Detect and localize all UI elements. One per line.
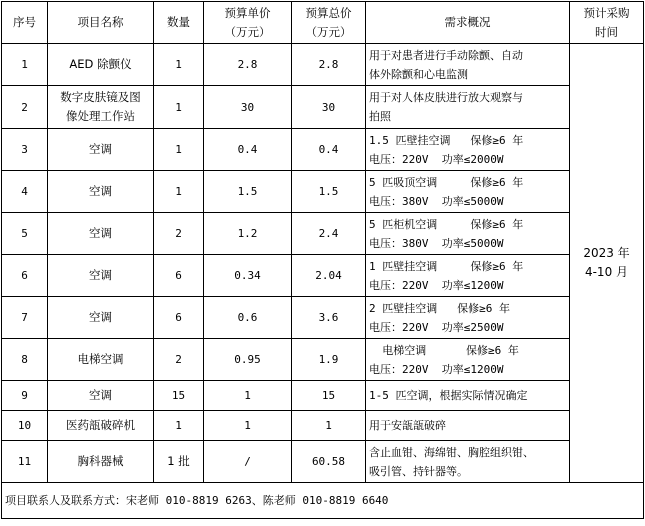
table-row (2, 129, 644, 171)
requirement-line2: 电压：220V 功率≤2000W (369, 152, 504, 166)
header-qty: 数量 (154, 2, 204, 44)
table-row (2, 44, 644, 86)
header-unit-price (204, 2, 292, 44)
cell-seq: 2 (2, 86, 48, 129)
cell-qty: 2 (154, 339, 204, 381)
cell-total-price: 1.9 (292, 339, 366, 381)
procurement-table-wrapper (1, 1, 644, 519)
cell-requirement (366, 255, 570, 297)
cell-name: 空调 (48, 129, 154, 171)
cell-seq: 9 (2, 381, 48, 411)
requirement-line2: 体外除颤和心电监测 (369, 67, 468, 81)
cell-purchase-time (570, 44, 644, 483)
cell-requirement (366, 339, 570, 381)
cell-seq: 4 (2, 171, 48, 213)
cell-name-line1: 数字皮肤镜及图 (60, 90, 141, 104)
header-total-price (292, 2, 366, 44)
cell-name: 空调 (48, 171, 154, 213)
table-row (2, 255, 644, 297)
cell-unit-price: 1.2 (204, 213, 292, 255)
header-unit-price-line2: （万元） (224, 24, 271, 39)
cell-unit-price: 2.8 (204, 44, 292, 86)
table-row (2, 171, 644, 213)
table-row (2, 339, 644, 381)
table-row (2, 381, 644, 411)
purchase-time-line2: 4-10 月 (584, 265, 629, 279)
cell-name: 空调 (48, 213, 154, 255)
header-time-line1: 预计采购 (583, 5, 630, 20)
cell-requirement (366, 171, 570, 213)
cell-unit-price: 0.95 (204, 339, 292, 381)
cell-name: 胸科器械 (48, 441, 154, 483)
cell-qty: 6 (154, 255, 204, 297)
contact-info: 项目联系人及联系方式：宋老师 010-8819 6263、陈老师 010-8819 6640 (2, 483, 644, 519)
cell-unit-price: 1.5 (204, 171, 292, 213)
requirement-line1: 5 匹吸顶空调 保修≥6 年 (369, 175, 524, 189)
table-row (2, 441, 644, 483)
requirement-line1: 2 匹壁挂空调 保修≥6 年 (369, 301, 510, 315)
cell-qty: 6 (154, 297, 204, 339)
requirement-line2: 电压：380V 功率≤5000W (369, 236, 504, 250)
cell-name: 空调 (48, 381, 154, 411)
cell-requirement (366, 213, 570, 255)
header-total-price-line1: 预算总价 (305, 5, 352, 20)
cell-seq: 10 (2, 411, 48, 441)
cell-qty: 1 (154, 44, 204, 86)
requirement-line2: 吸引管、持针器等。 (369, 464, 468, 478)
requirement-line2: 电压：220V 功率≤2500W (369, 320, 504, 334)
cell-requirement (366, 86, 570, 129)
cell-name: 医药瓿破碎机 (48, 411, 154, 441)
cell-name: 空调 (48, 297, 154, 339)
header-requirement: 需求概况 (366, 2, 570, 44)
cell-requirement: 1-5 匹空调，根据实际情况确定 (366, 381, 570, 411)
contact-row (2, 483, 644, 519)
cell-seq: 5 (2, 213, 48, 255)
requirement-line1: 用于对患者进行手动除颤、自动 (369, 48, 523, 62)
cell-total-price: 2.4 (292, 213, 366, 255)
cell-total-price: 1.5 (292, 171, 366, 213)
cell-requirement (366, 44, 570, 86)
cell-total-price: 1 (292, 411, 366, 441)
cell-unit-price: 0.4 (204, 129, 292, 171)
requirement-line2: 电压：380V 功率≤5000W (369, 194, 504, 208)
cell-qty: 1 批 (154, 441, 204, 483)
cell-total-price: 2.04 (292, 255, 366, 297)
table-row (2, 86, 644, 129)
table-row (2, 213, 644, 255)
cell-name: 空调 (48, 255, 154, 297)
header-total-price-line2: （万元） (305, 24, 352, 39)
requirement-line2: 拍照 (369, 110, 391, 123)
cell-name: 电梯空调 (48, 339, 154, 381)
cell-total-price: 15 (292, 381, 366, 411)
header-time (570, 2, 644, 44)
cell-unit-price: 30 (204, 86, 292, 129)
requirement-line2: 电压：220V 功率≤1200W (369, 278, 504, 292)
requirement-line2: 电压：220V 功率≤1200W (369, 362, 504, 376)
requirement-line1: 1 匹壁挂空调 保修≥6 年 (369, 259, 524, 273)
purchase-time-line1: 2023 年 (583, 246, 630, 260)
cell-seq: 1 (2, 44, 48, 86)
cell-unit-price: 1 (204, 411, 292, 441)
cell-qty: 2 (154, 213, 204, 255)
cell-seq: 11 (2, 441, 48, 483)
cell-total-price: 60.58 (292, 441, 366, 483)
cell-seq: 8 (2, 339, 48, 381)
cell-requirement (366, 129, 570, 171)
table-row (2, 411, 644, 441)
requirement-line1: 电梯空调 保修≥6 年 (369, 343, 519, 357)
cell-seq: 6 (2, 255, 48, 297)
cell-name (48, 86, 154, 129)
cell-name: AED 除颤仪 (48, 44, 154, 86)
requirement-line1: 含止血钳、海绵钳、胸腔组织钳、 (369, 445, 534, 459)
cell-seq: 7 (2, 297, 48, 339)
table-row (2, 297, 644, 339)
cell-seq: 3 (2, 129, 48, 171)
cell-total-price: 3.6 (292, 297, 366, 339)
cell-qty: 1 (154, 129, 204, 171)
cell-qty: 1 (154, 171, 204, 213)
cell-unit-price: 0.34 (204, 255, 292, 297)
header-row (2, 2, 644, 44)
cell-requirement: 用于安瓿瓿破碎 (366, 411, 570, 441)
cell-unit-price: / (204, 441, 292, 483)
cell-total-price: 0.4 (292, 129, 366, 171)
header-name: 项目名称 (48, 2, 154, 44)
cell-total-price: 2.8 (292, 44, 366, 86)
requirement-line1: 用于对人体皮肤进行放大观察与 (369, 91, 523, 104)
cell-qty: 15 (154, 381, 204, 411)
header-time-line2: 时间 (595, 24, 618, 39)
header-seq: 序号 (2, 2, 48, 44)
cell-requirement (366, 297, 570, 339)
requirement-line1: 5 匹柜机空调 保修≥6 年 (369, 217, 524, 231)
header-unit-price-line1: 预算单价 (224, 5, 271, 20)
cell-name-line2: 像处理工作站 (66, 109, 135, 123)
requirement-line1: 1.5 匹壁挂空调 保修≥6 年 (369, 133, 524, 147)
procurement-table (1, 1, 644, 519)
cell-qty: 1 (154, 86, 204, 129)
cell-unit-price: 1 (204, 381, 292, 411)
cell-total-price: 30 (292, 86, 366, 129)
cell-requirement (366, 441, 570, 483)
cell-qty: 1 (154, 411, 204, 441)
cell-unit-price: 0.6 (204, 297, 292, 339)
